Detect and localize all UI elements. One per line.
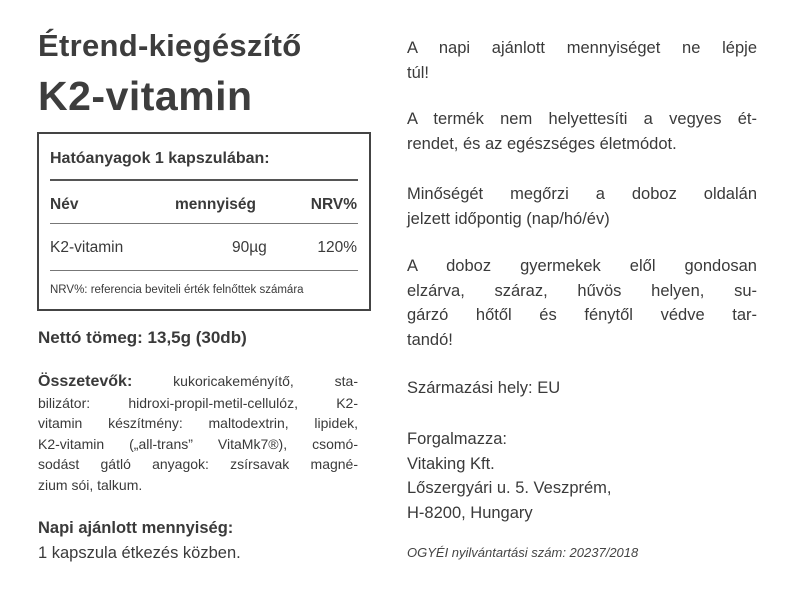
column-header-nrv: NRV% [310,196,357,213]
paragraph-line: H-8200, Hungary [407,503,533,522]
paragraph-line: Lőszergyári u. 5. Veszprém, [407,479,612,497]
dose-value: 1 kapszula étkezés közben. [38,544,241,562]
row-name: K2-vitamin [50,239,124,256]
paragraph-line: elzárva, száraz, hűvös helyen, su- [407,281,757,300]
paragraph-line: gárzó hőtől és fénytől védve tar- [407,306,757,324]
column-header-name: Név [50,196,79,213]
paragraph-line: Forgalmazza: [407,430,507,448]
table-heading: Hatóanyagok 1 kapszulában: [50,150,270,167]
title-line-2: K2-vitamin [38,73,253,119]
dose-label: Napi ajánlott mennyiség: [38,519,234,537]
paragraph-line: tandó! [407,330,453,349]
diet-paragraph [407,107,757,156]
shelf-life-paragraph [407,182,757,231]
row-amount: 90µg [232,239,267,256]
distributor-paragraph [407,427,757,525]
paragraph-line: A doboz gyermekek elől gondosan [407,257,757,275]
table-rule-bottom [50,270,358,271]
net-weight: Nettó tömeg: 13,5g (30db) [38,328,247,347]
storage-paragraph [407,254,757,352]
paragraph-line: Minőségét megőrzi a doboz oldalán [407,185,757,203]
ingredients-line: sodást gátló anyagok: zsírsavak magné- [38,456,358,472]
title-line-1: Étrend-kiegészítő [38,28,302,63]
ingredients-line: K2-vitamin („all-trans” VitaMk7®), csomó- [38,435,358,452]
table-rule-header [50,223,358,224]
paragraph-line: A termék nem helyettesíti a vegyes ét- [407,110,757,128]
nrv-footnote: NRV%: referencia beviteli érték felnőttek számára [50,284,304,296]
table-rule-top [50,179,358,181]
ingredients-label: Összetevők: [38,373,133,390]
paragraph-line: jelzett időpontig (nap/hó/év) [407,209,610,228]
origin-text: Származási hely: EU [407,379,561,397]
ingredients-line: bilizátor: hidroxi-propil-metil-cellulóz, K2- [38,394,358,411]
paragraph-line: túl! [407,63,430,82]
ingredients-line: kukoricakeményítő, sta- [132,373,358,389]
registration-number: OGYÉI nyilvántartási szám: 20237/2018 [407,545,639,560]
warning-paragraph [407,36,757,85]
ingredients-line: vitamin készítmény: maltodextrin, lipidek, [38,415,358,431]
column-header-amount: mennyiség [175,196,256,213]
paragraph-line: rendet, és az egészséges életmódot. [407,134,677,153]
ingredients-block [38,371,358,495]
row-nrv: 120% [317,239,357,256]
paragraph-line: A napi ajánlott mennyiséget ne lépje [407,39,757,57]
active-ingredients-table [37,132,371,311]
paragraph-line: Vitaking Kft. [407,454,495,473]
origin-paragraph [407,376,757,401]
ingredients-line: zium sói, talkum. [38,476,143,493]
